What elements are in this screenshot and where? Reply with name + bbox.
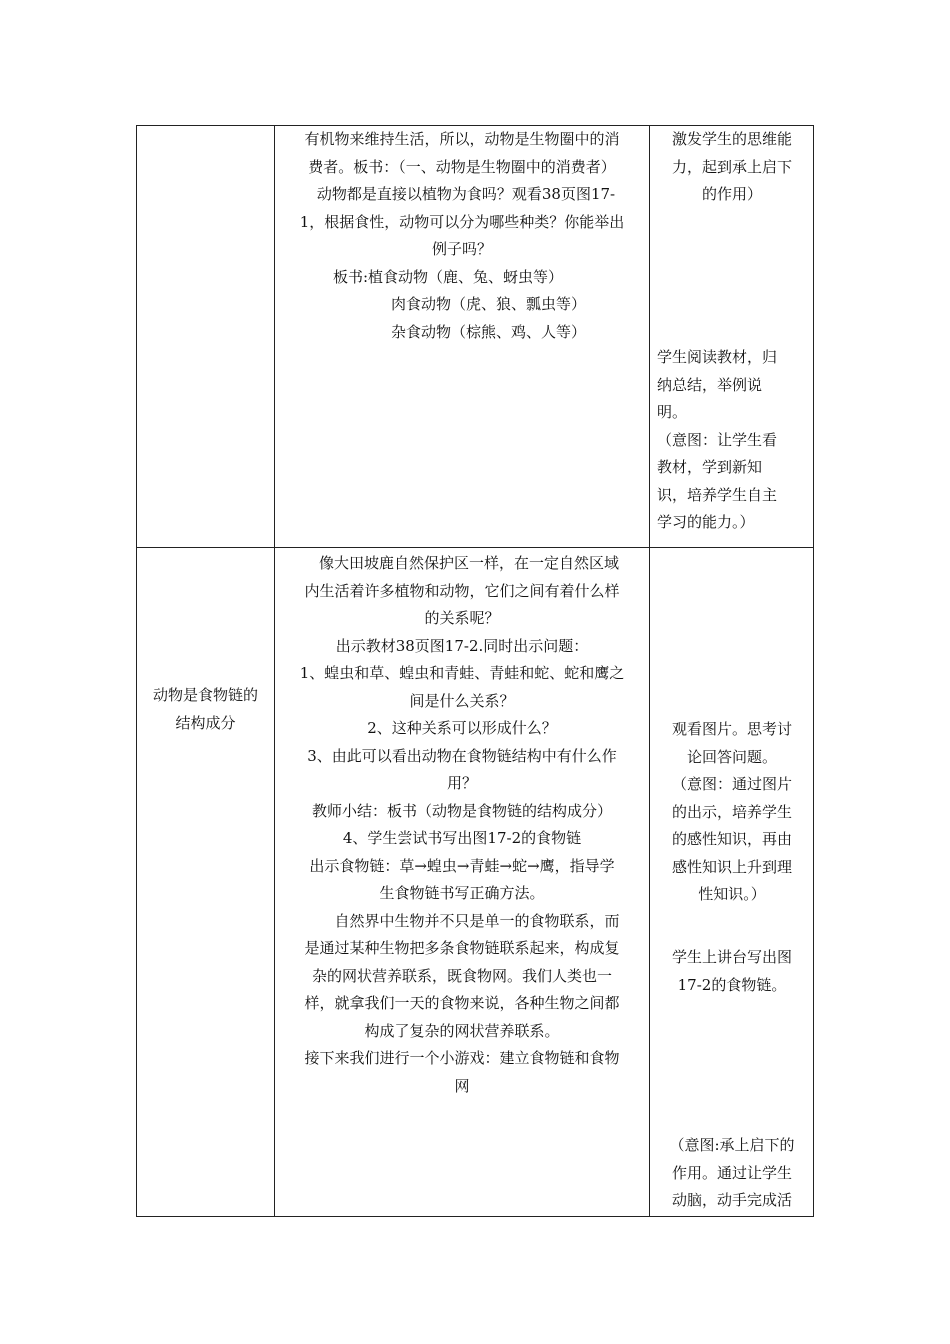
text-line: 2、这种关系可以形成什么？	[367, 719, 557, 737]
row2-teacher-activity	[275, 550, 649, 1100]
text-line: 17-2的食物链。	[677, 975, 787, 994]
text-line: （意图:承上启下的	[669, 1136, 795, 1154]
text-line: 的作用）	[701, 185, 762, 203]
text-line: 是通过某种生物把多条食物链联系起来，构成复	[304, 939, 620, 957]
text-line: 明。	[657, 403, 688, 421]
text-line: 性知识。）	[698, 885, 766, 903]
text-line: 出示教材38页图17-2.同时出示问题：	[335, 636, 589, 655]
text-line: 纳总结，举例说	[657, 375, 763, 394]
text-line: 接下来我们进行一个小游戏：建立食物链和食物	[304, 1049, 620, 1067]
text-line: 板书:植食动物（鹿、兔、蚜虫等）	[333, 267, 564, 286]
text-line: 的出示，培养学生	[671, 802, 792, 821]
text-line: 出示食物链：草→蝗虫→青蛙→蛇→鹰，指导学	[309, 856, 615, 875]
text-line: 教师小结：板书（动物是食物链的结构成分）	[311, 801, 612, 820]
row2-student-activity-b	[650, 944, 814, 999]
text-line: 像大田坡鹿自然保护区一样，在一定自然区域	[318, 554, 619, 572]
text-line: （意图：通过图片	[671, 775, 792, 793]
text-line: 学生上讲台写出图	[671, 948, 792, 966]
text-line: 1、蝗虫和草、蝗虫和青蛙、青蛙和蛇、蛇和鹰之	[299, 664, 625, 682]
text-line: 教材，学到新知	[657, 458, 763, 476]
text-line: 样，就拿我们一天的食物来说，各种生物之间都	[304, 994, 620, 1012]
text-line: 学生阅读教材，归	[657, 348, 778, 366]
text-line: 网	[454, 1076, 470, 1095]
text-line: 力，起到承上启下	[671, 157, 792, 176]
text-line: 动物都是直接以植物为食吗？观看38页图17-	[316, 185, 616, 203]
text-line: 感性知识上升到理	[671, 857, 792, 876]
text-line: 作用。通过让学生	[671, 1163, 792, 1182]
text-line: 的关系呢？	[424, 609, 500, 627]
text-line: 4、学生尝试书写出图17-2的食物链	[342, 829, 582, 847]
text-line: 内生活着许多植物和动物，它们之间有着什么样	[304, 581, 620, 600]
text-line: 生食物链书写正确方法。	[379, 884, 545, 902]
row-divider	[137, 547, 813, 548]
text-line: （意图：让学生看	[657, 430, 778, 449]
text-line: 例子吗？	[431, 240, 492, 258]
row1-student-activity-a	[650, 126, 814, 209]
text-line: 有机物来维持生活，所以，动物是生物圈中的消	[304, 130, 620, 148]
row2-student-activity-a	[650, 716, 814, 909]
text-line: 杂的网状营养联系，既食物网。我们人类也一	[311, 966, 612, 985]
text-line: 杂食动物（棕熊、鸡、人等）	[391, 322, 587, 341]
row1-teacher-activity	[275, 126, 649, 346]
text-line: 动脑，动手完成活	[671, 1191, 792, 1209]
row2-section-title	[137, 682, 274, 737]
text-line: 3、由此可以看出动物在食物链结构中有什么作	[307, 746, 617, 765]
text-line: 学习的能力。）	[657, 513, 755, 531]
lesson-plan-table	[136, 125, 814, 1217]
text-line: 动物是食物链的	[152, 686, 258, 704]
row2-student-activity-c	[650, 1132, 814, 1215]
text-line: 用？	[446, 774, 477, 792]
text-line: 观看图片。思考讨	[671, 720, 792, 738]
text-line: 1，根据食性，动物可以分为哪些种类？你能举出	[299, 212, 625, 231]
row1-student-activity-b	[657, 344, 813, 537]
text-line: 结构成分	[175, 713, 236, 732]
text-line: 构成了复杂的网状营养联系。	[364, 1021, 560, 1040]
text-line: 的感性知识，再由	[671, 830, 792, 848]
text-line: 自然界中生物并不只是单一的食物联系，而	[334, 911, 620, 930]
text-line: 费者。板书：（一、动物是生物圈中的消费者）	[308, 157, 616, 176]
text-line: 间是什么关系？	[409, 691, 515, 710]
text-line: 识，培养学生自主	[657, 485, 778, 504]
text-line: 激发学生的思维能	[671, 130, 792, 148]
text-line: 肉食动物（虎、狼、瓢虫等）	[391, 295, 587, 313]
text-line: 论回答问题。	[686, 747, 777, 766]
column-divider	[649, 126, 650, 1216]
